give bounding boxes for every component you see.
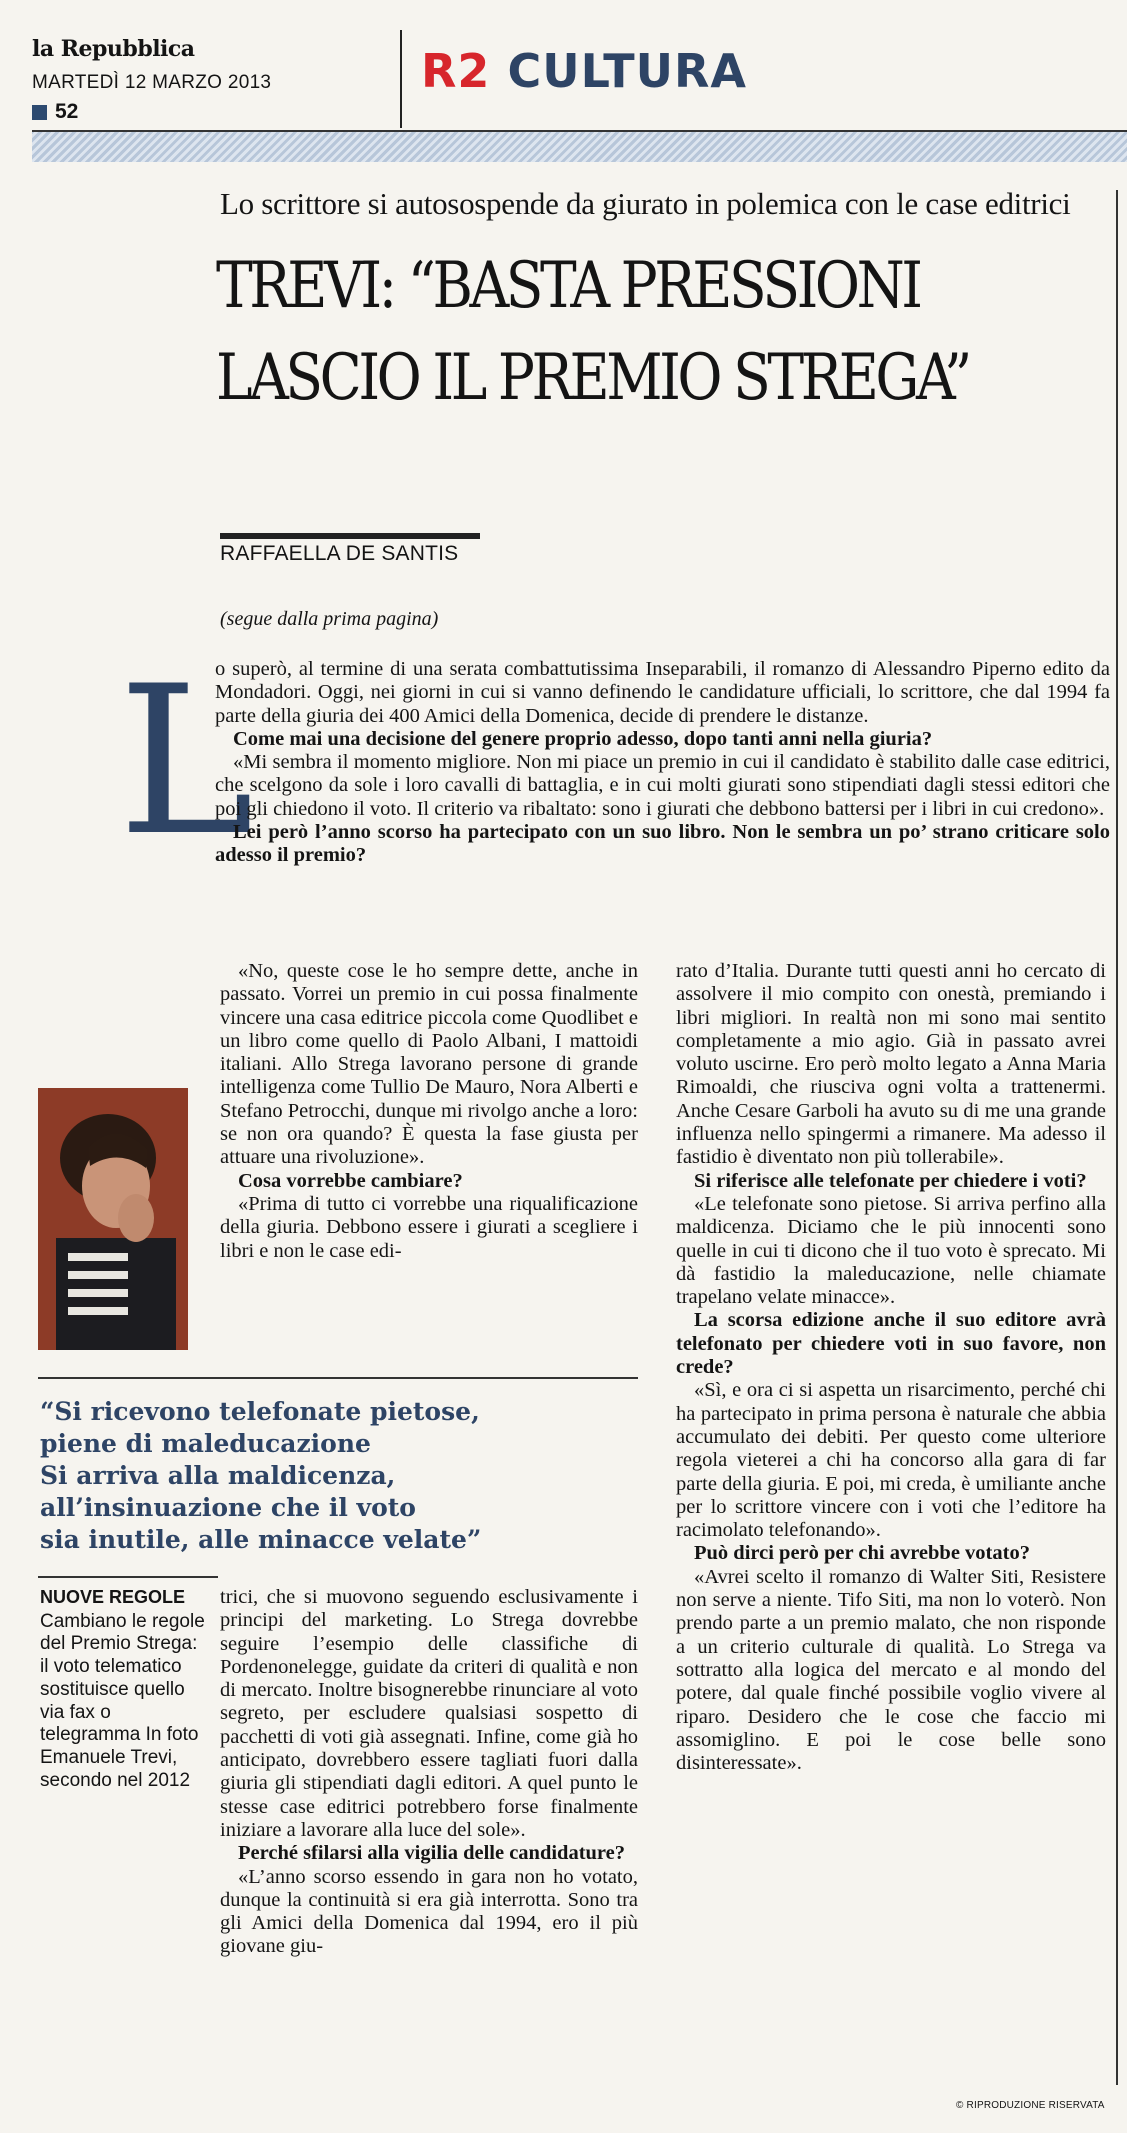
headline-line-1: TREVI: “BASTA PRESSIONI	[216, 249, 920, 323]
pullquote-line: “Si ricevono telefonate pietose,	[40, 1397, 480, 1426]
sidebar-title: NUOVE REGOLE	[40, 1587, 186, 1607]
drop-cap: L	[118, 643, 255, 881]
header-divider	[400, 30, 402, 128]
header-rule	[32, 130, 1127, 132]
pullquote-rule-bottom	[38, 1576, 218, 1578]
byline-rule	[220, 533, 480, 539]
newspaper-name: la Repubblica	[32, 36, 195, 62]
copyright-credit: © RIPRODUZIONE RISERVATA	[956, 2100, 1105, 2111]
continuation-note: (segue dalla prima pagina)	[220, 608, 439, 630]
section-title	[421, 44, 748, 98]
right-column-rule	[1116, 190, 1118, 2085]
right-paragraph-1: rato d’Italia. Durante tutti questi anni ho cercato di assolvere il mio compito con onestà, premiando i libri migliori. In realtà non mi sono mai sentito completamente a mio agio. Già in passato avrei voluto uscirne. Ero però molto legato a Anna Maria Rimoaldi, che riusciva ogni volta a trattenermi. Anche Cesare Garboli ha avuto su di me una grande influenza nello spingermi a rimanere. Ma adesso il fastidio è diventato non più tollerabile».	[676, 960, 1106, 1169]
article-intro-block	[215, 658, 1110, 868]
question-2: Lei però l’anno scorso ha partecipato con un suo libro. Non le sembra un po’ strano criticare solo adesso il premio?	[215, 821, 1110, 867]
article-headline	[216, 240, 969, 424]
left-question: Cosa vorrebbe cambiare?	[238, 1169, 463, 1192]
sidebar-text: Cambiano le regole del Premio Strega: il voto telematico sostituisce quello via fax o telegramma In foto Emanuele Trevi, secondo nel 2012	[40, 1610, 205, 1791]
middle-column	[220, 1586, 638, 1959]
answer-1: «Mi sembra il momento migliore. Non mi piace un premio in cui il candidato è stabilito dalle case editrici, che scelgono da sole i loro cavalli di battaglia, e in cui molti giurati sono stipendiati dagli stessi editori che poi gli chiedono il voto. Il criterio va ribaltato: sono i giurati che debbono battersi per i libri in cui credono».	[215, 751, 1110, 820]
header-pattern-band	[32, 130, 1127, 162]
pullquote-line: Si arriva alla maldicenza,	[40, 1461, 396, 1490]
question-1: Come mai una decisione del genere proprio adesso, dopo tanti anni nella giuria?	[233, 727, 933, 750]
article-kicker: Lo scrittore si autosospende da giurato in polemica con le case editrici	[220, 186, 1071, 221]
pullquote-line: piene di maleducazione	[40, 1429, 371, 1458]
section-name: CULTURA	[507, 44, 748, 98]
pullquote-line: sia inutile, alle minacce velate”	[40, 1525, 482, 1554]
masthead	[32, 36, 271, 124]
middle-question: Perché sfilarsi alla vigilia delle candidature?	[238, 1842, 626, 1865]
issue-date: MARTEDÌ 12 MARZO 2013	[32, 72, 272, 93]
byline: RAFFAELLA DE SANTIS	[220, 542, 459, 565]
left-paragraph-2: «Prima di tutto ci vorrebbe una riqualificazione della giuria. Debbono essere i giurati a scegliere i libri e non le case edi-	[220, 1192, 638, 1262]
headline-line-2: LASCIO IL PREMIO STREGA”	[216, 341, 969, 415]
middle-paragraph-2: «L’anno scorso essendo in gara non ho votato, dunque la continuità si era già interrotta. Sono tra gli Amici della Domenica dal 1994, ero il più giovane giu-	[220, 1865, 638, 1958]
page-number	[32, 100, 271, 124]
right-question-3: Può dirci però per chi avrebbe votato?	[694, 1542, 1030, 1565]
right-question-1: Si riferisce alle telefonate per chiedere i voti?	[694, 1169, 1087, 1192]
right-question-2: La scorsa edizione anche il suo editore avrà telefonato per chiedere voti in suo favore, non crede?	[676, 1309, 1106, 1379]
pull-quote	[40, 1396, 640, 1556]
pullquote-rule-top	[38, 1377, 638, 1379]
section-prefix: R2	[421, 44, 491, 98]
right-paragraph-3: «Sì, e ora ci si aspetta un risarcimento, perché chi ha partecipato in prima persona è naturale che abbia accumulato dei debiti. Per questo come ulteriore regola vieterei a chi ha concorso alla gara di far parte della giuria. E poi, mi creda, è umiliante anche per lo scrittore vincere con i voti che l’editore ha racimolato telefonando».	[676, 1379, 1106, 1542]
middle-paragraph-1: trici, che si muovono seguendo esclusivamente i principi del marketing. Lo Strega dovrebbe seguire l’esempio delle classifiche di Pordenonelegge, guidate da criteri di qualità e non di mercato. Inoltre bisognerebbe rinunciare al voto segreto, per escludere qualsiasi sospetto di pacchetti di voti già assegnati. Infine, come già ho anticipato, dovrebbero essere tagliati fuori dalla giuria gli stipendiati dagli editori. A quel punto le stesse case editrici potrebbero forse finalmente iniziare a lavorare alla luce del sole».	[220, 1586, 638, 1841]
right-paragraph-2: «Le telefonate sono pietose. Si arriva perfino alla maldicenza. Diciamo che le più innocenti sono quelle in cui ti dicono che il tuo voto è sprecato. Mi dà fastidio la maleducazione, nelle chiamate trapelano velate minacce».	[676, 1192, 1106, 1309]
page-marker-icon	[32, 105, 47, 120]
right-column	[676, 960, 1106, 1775]
intro-paragraph: o superò, al termine di una serata combattutissima Inseparabili, il romanzo di Alessandro Piperno edito da Mondadori. Oggi, nei giorni in cui si vanno definendo le candidature ufficiali, lo scrittore, che dal 1994 fa parte della giuria dei 400 Amici della Domenica, decide di prendere le distanze.	[215, 658, 1110, 727]
pullquote-line: all’insinuazione che il voto	[40, 1493, 416, 1522]
right-paragraph-4: «Avrei scelto il romanzo di Walter Siti, Resistere non serve a niente. Tifo Siti, ma non lo voterò. Non prendo parte a un premio malato, che non risponde a un criterio culturale di qualità. Lo Strega va sottratto alla logica del mercato e al mondo del potere, dal quale finché possibile voglio vivere al riparo. Desidero che le cose che faccio mi assomiglino. E poi le cose belle sono disinteressate».	[676, 1565, 1106, 1775]
page-number-value: 52	[55, 100, 79, 123]
author-photo	[38, 1088, 188, 1350]
left-paragraph-1: «No, queste cose le ho sempre dette, anche in passato. Vorrei un premio in cui possa finalmente vincere una casa editrice piccola come Quodlibet e un libro come quello di Paolo Albani, I mattoidi italiani. Allo Strega lavorano persone di grande intelligenza come Tullio De Mauro, Nora Alberti e Stefano Petrocchi, dunque mi rivolgo anche a loro: se non ora quando? È questa la fase giusta per attuare una rivoluzione».	[220, 960, 638, 1169]
photo-caption-sidebar	[40, 1586, 210, 1792]
left-column	[220, 960, 638, 1263]
